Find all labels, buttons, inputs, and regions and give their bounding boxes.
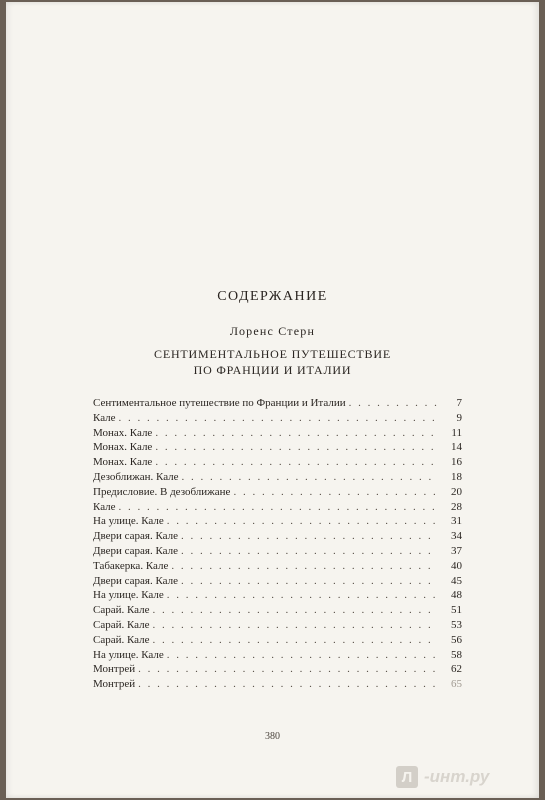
toc-entry-page: 62 — [451, 663, 462, 676]
toc-entry — [93, 544, 462, 559]
toc-entry — [93, 648, 462, 663]
toc-entry-page: 37 — [451, 544, 462, 557]
toc-entry-page: 18 — [451, 470, 462, 483]
toc-entry-title: Предисловие. В дезоближане — [93, 485, 231, 498]
toc-entry-page: 16 — [451, 456, 462, 469]
toc-entry — [93, 514, 462, 529]
toc-entry-page: 58 — [451, 648, 462, 661]
toc-entry — [93, 588, 462, 603]
watermark — [396, 764, 489, 790]
toc-entry-title: Сентиментальное путешествие по Франции и Италии — [93, 397, 346, 409]
toc-entry-page: 31 — [451, 515, 462, 528]
toc-entry — [93, 574, 462, 589]
toc-leader-dots — [119, 411, 437, 426]
toc-entry-title: Кале — [93, 500, 116, 513]
table-of-contents — [93, 396, 462, 692]
toc-entry — [93, 662, 462, 677]
toc-leader-dots — [138, 662, 437, 677]
toc-leader-dots — [138, 677, 437, 692]
watermark-text: -инт.ру — [424, 767, 490, 786]
toc-entry-page: 48 — [451, 589, 462, 602]
work-title-line-1: СЕНТИМЕНТАЛЬНОЕ ПУТЕШЕСТВИЕ — [154, 347, 391, 361]
toc-entry-page: 9 — [456, 411, 462, 424]
toc-entry — [93, 485, 462, 500]
toc-entry — [93, 396, 462, 411]
toc-leader-dots — [167, 648, 437, 663]
work-title-line-2: ПО ФРАНЦИИ И ИТАЛИИ — [193, 363, 352, 377]
toc-entry-title: Монтрей — [93, 663, 136, 676]
toc-entry-page: 11 — [451, 426, 462, 439]
toc-entry-page: 14 — [451, 441, 462, 454]
toc-leader-dots — [155, 440, 437, 455]
toc-entry-title: Монах. Кале — [93, 441, 153, 454]
toc-entry-title: Монах. Кале — [93, 456, 153, 469]
toc-entry — [93, 470, 462, 485]
toc-entry-page: 40 — [451, 559, 462, 572]
page-title: СОДЕРЖАНИЕ — [217, 289, 328, 304]
toc-entry — [93, 677, 462, 692]
author-name: Лоренс Стерн — [229, 324, 316, 338]
toc-leader-dots — [171, 559, 437, 574]
toc-leader-dots — [153, 633, 437, 648]
toc-leader-dots — [233, 485, 437, 500]
toc-entry — [93, 603, 462, 618]
toc-entry-title: Дезоближан. Кале — [93, 470, 179, 483]
toc-entry-title: Монтрей — [93, 678, 136, 691]
toc-leader-dots — [182, 470, 437, 485]
toc-entry — [93, 559, 462, 574]
toc-leader-dots — [167, 588, 437, 603]
book-page — [6, 2, 539, 798]
toc-entry-title: Сарай. Кале — [93, 618, 150, 631]
toc-leader-dots — [153, 603, 437, 618]
watermark-logo-icon: Л — [396, 766, 418, 788]
toc-entry-title: На улице. Кале — [93, 589, 164, 602]
toc-leader-dots — [181, 529, 437, 544]
toc-leader-dots — [155, 426, 437, 441]
toc-entry-page: 34 — [451, 530, 462, 543]
toc-entry-title: Табакерка. Кале — [93, 559, 169, 572]
toc-entry — [93, 455, 462, 470]
toc-entry-page: 20 — [451, 485, 462, 498]
toc-entry — [93, 440, 462, 455]
toc-entry — [93, 529, 462, 544]
toc-entry-title: Двери сарая. Кале — [93, 544, 179, 557]
toc-leader-dots — [181, 574, 437, 589]
toc-leader-dots — [349, 396, 437, 411]
toc-leader-dots — [181, 544, 437, 559]
toc-entry-title: На улице. Кале — [93, 648, 164, 661]
toc-entry-title: Кале — [93, 411, 116, 424]
toc-entry-title: Двери сарая. Кале — [93, 530, 179, 543]
toc-leader-dots — [119, 500, 437, 515]
toc-entry-page: 45 — [451, 574, 462, 587]
toc-entry-page: 65 — [451, 678, 462, 691]
toc-entry — [93, 411, 462, 426]
toc-entry — [93, 426, 462, 441]
work-title — [6, 346, 539, 378]
toc-entry — [93, 633, 462, 648]
toc-entry-page: 56 — [451, 633, 462, 646]
toc-entry-title: Монах. Кале — [93, 426, 153, 439]
toc-leader-dots — [167, 514, 437, 529]
toc-entry-title: Сарай. Кале — [93, 604, 150, 617]
toc-leader-dots — [153, 618, 437, 633]
toc-entry — [93, 618, 462, 633]
toc-entry-title: Сарай. Кале — [93, 633, 150, 646]
toc-entry-page: 28 — [451, 500, 462, 513]
toc-entry-title: Двери сарая. Кале — [93, 574, 179, 587]
toc-entry-page: 53 — [451, 618, 462, 631]
toc-entry-title: На улице. Кале — [93, 515, 164, 528]
toc-entry — [93, 500, 462, 515]
toc-entry-page: 7 — [456, 397, 462, 409]
toc-entry-page: 51 — [451, 604, 462, 617]
page-number: 380 — [265, 731, 280, 742]
toc-leader-dots — [155, 455, 437, 470]
